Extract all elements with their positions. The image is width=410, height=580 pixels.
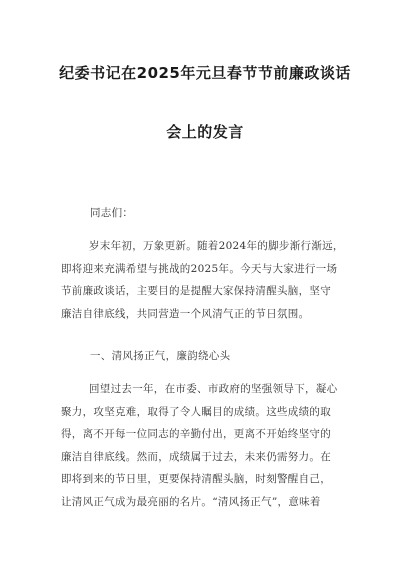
paragraph-line: 让清风正气成为最亮丽的名片。“清风扬正气”，意味着 bbox=[61, 495, 321, 508]
section-heading-1: 一、清风扬正气，廉韵绕心头 bbox=[90, 350, 231, 362]
paragraph-line: 廉洁自律底线。然而，成绩属于过去，未来仍需努力。在 bbox=[61, 450, 331, 463]
greeting: 同志们： bbox=[90, 207, 134, 219]
paragraph-line: 回望过去一年，在市委、市政府的坚强领导下，凝心 bbox=[89, 383, 338, 395]
paragraph-line: 廉洁自律底线，共同营造一个风清气正的节日氛围。 bbox=[61, 307, 310, 320]
paragraph-review bbox=[61, 378, 361, 513]
document-title-line-1: 纪委书记在2025年元旦春节节前廉政谈话 bbox=[59, 64, 351, 82]
paragraph-line: 节前廉政谈话，主要目的是提醒大家保持清醒头脑，坚守 bbox=[61, 285, 331, 297]
paragraph-intro bbox=[61, 235, 361, 325]
paragraph-line: 得，离不开每一位同志的辛勤付出，更离不开始终坚守的 bbox=[61, 428, 331, 440]
paragraph-line: 即将迎来充满希望与挑战的2025年。今天与大家进行一场 bbox=[61, 262, 338, 275]
paragraph-line: 即将到来的节日里，更要保持清醒头脑，时刻警醒自己， bbox=[61, 473, 331, 485]
document-title-line-2: 会上的发言 bbox=[166, 123, 244, 141]
paragraph-line: 岁末年初，万象更新。随着2024年的脚步渐行渐远， bbox=[89, 240, 344, 252]
paragraph-line: 聚力，攻坚克难，取得了令人瞩目的成绩。这些成绩的取 bbox=[61, 405, 331, 418]
